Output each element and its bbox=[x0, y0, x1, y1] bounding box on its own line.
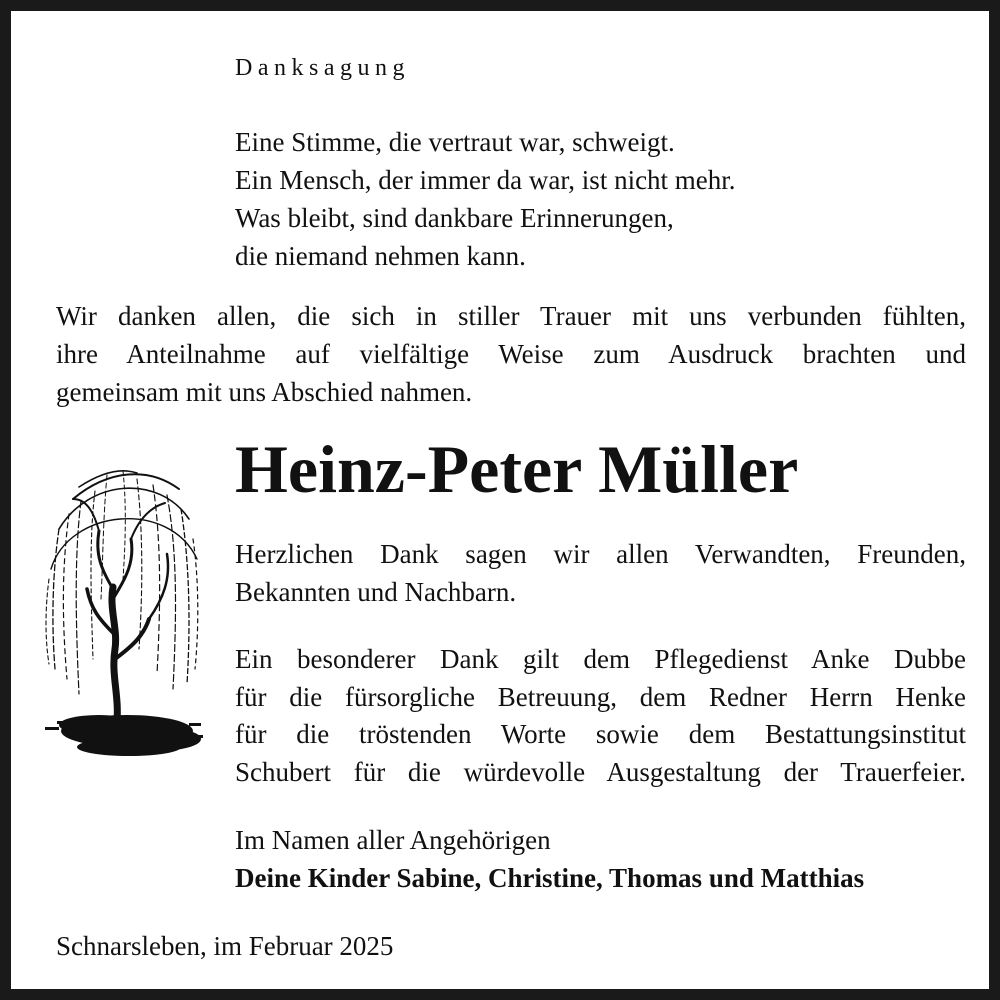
poem-line: Was bleibt, sind dankbare Erinnerungen, bbox=[235, 203, 674, 233]
deceased-name: Heinz-Peter Müller bbox=[235, 431, 799, 507]
signature-names: Deine Kinder Sabine, Christine, Thomas und Matthias bbox=[235, 863, 865, 893]
paragraph-line: für die fürsorgliche Betreuung, dem Redner Herrn Henke bbox=[235, 681, 966, 712]
poem bbox=[235, 123, 736, 275]
paragraph-line: Ein besonderer Dank gilt dem Pflegedienst Anke Dubbe bbox=[235, 644, 966, 674]
thanks-paragraph bbox=[56, 297, 966, 411]
paragraph-line: Herzlichen Dank sagen wir allen Verwandten, Freunden, bbox=[235, 539, 966, 569]
signature-intro: Im Namen aller Angehörigen bbox=[235, 825, 551, 855]
notice-heading: Danksagung bbox=[235, 55, 410, 81]
paragraph-line: Schubert für die würdevolle Ausgestaltung der Trauerfeier. bbox=[235, 756, 966, 787]
poem-line: Eine Stimme, die vertraut war, schweigt. bbox=[235, 127, 675, 157]
place-date: Schnarsleben, im Februar 2025 bbox=[56, 931, 394, 961]
weeping-willow-icon bbox=[39, 459, 209, 769]
special-thanks-paragraph bbox=[235, 641, 966, 791]
thanks-line: ihre Anteilnahme auf vielfältige Weise zum Ausdruck brachten und bbox=[56, 339, 966, 369]
thanks-line: gemeinsam mit uns Abschied nahmen. bbox=[56, 377, 473, 407]
gratitude-paragraph bbox=[235, 535, 966, 611]
poem-line: Ein Mensch, der immer da war, ist nicht mehr. bbox=[235, 165, 736, 195]
signature-block bbox=[235, 821, 864, 897]
paragraph-line: für die tröstenden Worte sowie dem Bestattungsinstitut bbox=[235, 719, 966, 749]
poem-line: die niemand nehmen kann. bbox=[235, 241, 526, 271]
paragraph-line: Bekannten und Nachbarn. bbox=[235, 577, 517, 607]
thanks-line: Wir danken allen, die sich in stiller Trauer mit uns verbunden fühlten, bbox=[56, 301, 966, 331]
